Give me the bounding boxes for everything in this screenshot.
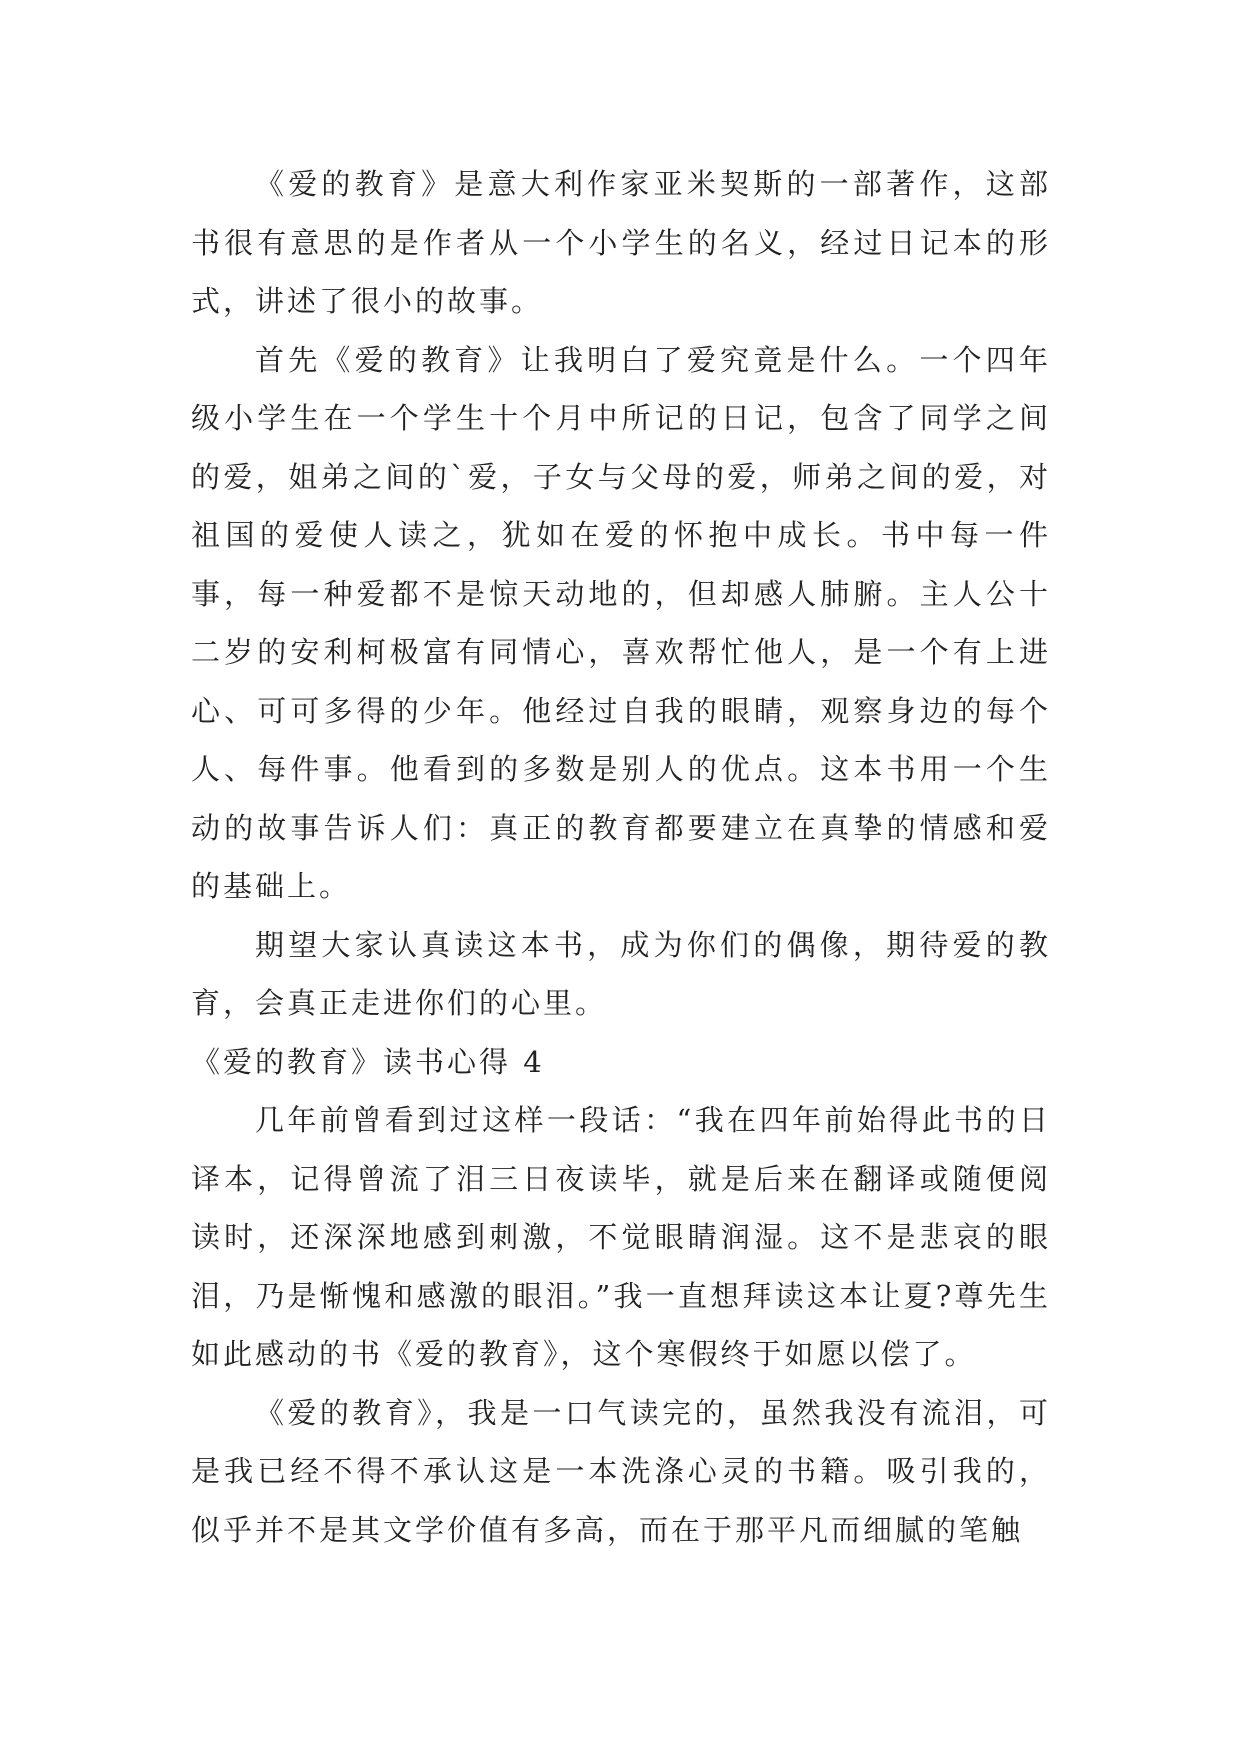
document-body [191, 155, 1051, 1559]
section-heading: 《爱的教育》读书心得 4 [191, 1044, 545, 1079]
paragraph-hope: 期望大家认真读这本书，成为你们的偶像，期待爱的教育，会真正走进你们的心里。 [191, 927, 1051, 1020]
paragraph-meaning-of-love: 首先《爱的教育》让我明白了爱究竟是什么。一个四年级小学生在一个学生十个月中所记的日记，包含了同学之间的爱，姐弟之间的`爱，子女与父母的爱，师弟之间的爱，对祖国的爱使人读之，犹如在爱的怀抱中成长。书中每一件事，每一种爱都不是惊天动地的，但却感人肺腑。主人公十二岁的安利柯极富有同情心，喜欢帮忙他人，是一个有上进心、可可多得的少年。他经过自我的眼睛，观察身边的每个人、每件事。他看到的多数是别人的优点。这本书用一个生动的故事告诉人们：真正的教育都要建立在真挚的情感和爱的基础上。 [191, 342, 1051, 903]
paragraph-intro: 《爱的教育》是意大利作家亚米契斯的一部著作，这部书很有意思的是作者从一个小学生的名义，经过日记本的形式，讲述了很小的故事。 [191, 167, 1051, 318]
paragraph-reading: 《爱的教育》，我是一口气读完的，虽然我没有流泪，可是我已经不得不承认这是一本洗涤心灵的书籍。吸引我的，似乎并不是其文学价值有多高，而在于那平凡而细腻的笔触 [191, 1395, 1051, 1547]
paragraph-quote: 几年前曾看到过这样一段话：“我在四年前始得此书的日译本，记得曾流了泪三日夜读毕，就是后来在翻译或随便阅读时，还深深地感到刺激，不觉眼睛润湿。这不是悲哀的眼泪，乃是惭愧和感激的眼泪。”我一直想拜读这本让夏?尊先生如此感动的书《爱的教育》，这个寒假终于如愿以偿了。 [191, 1103, 1051, 1371]
